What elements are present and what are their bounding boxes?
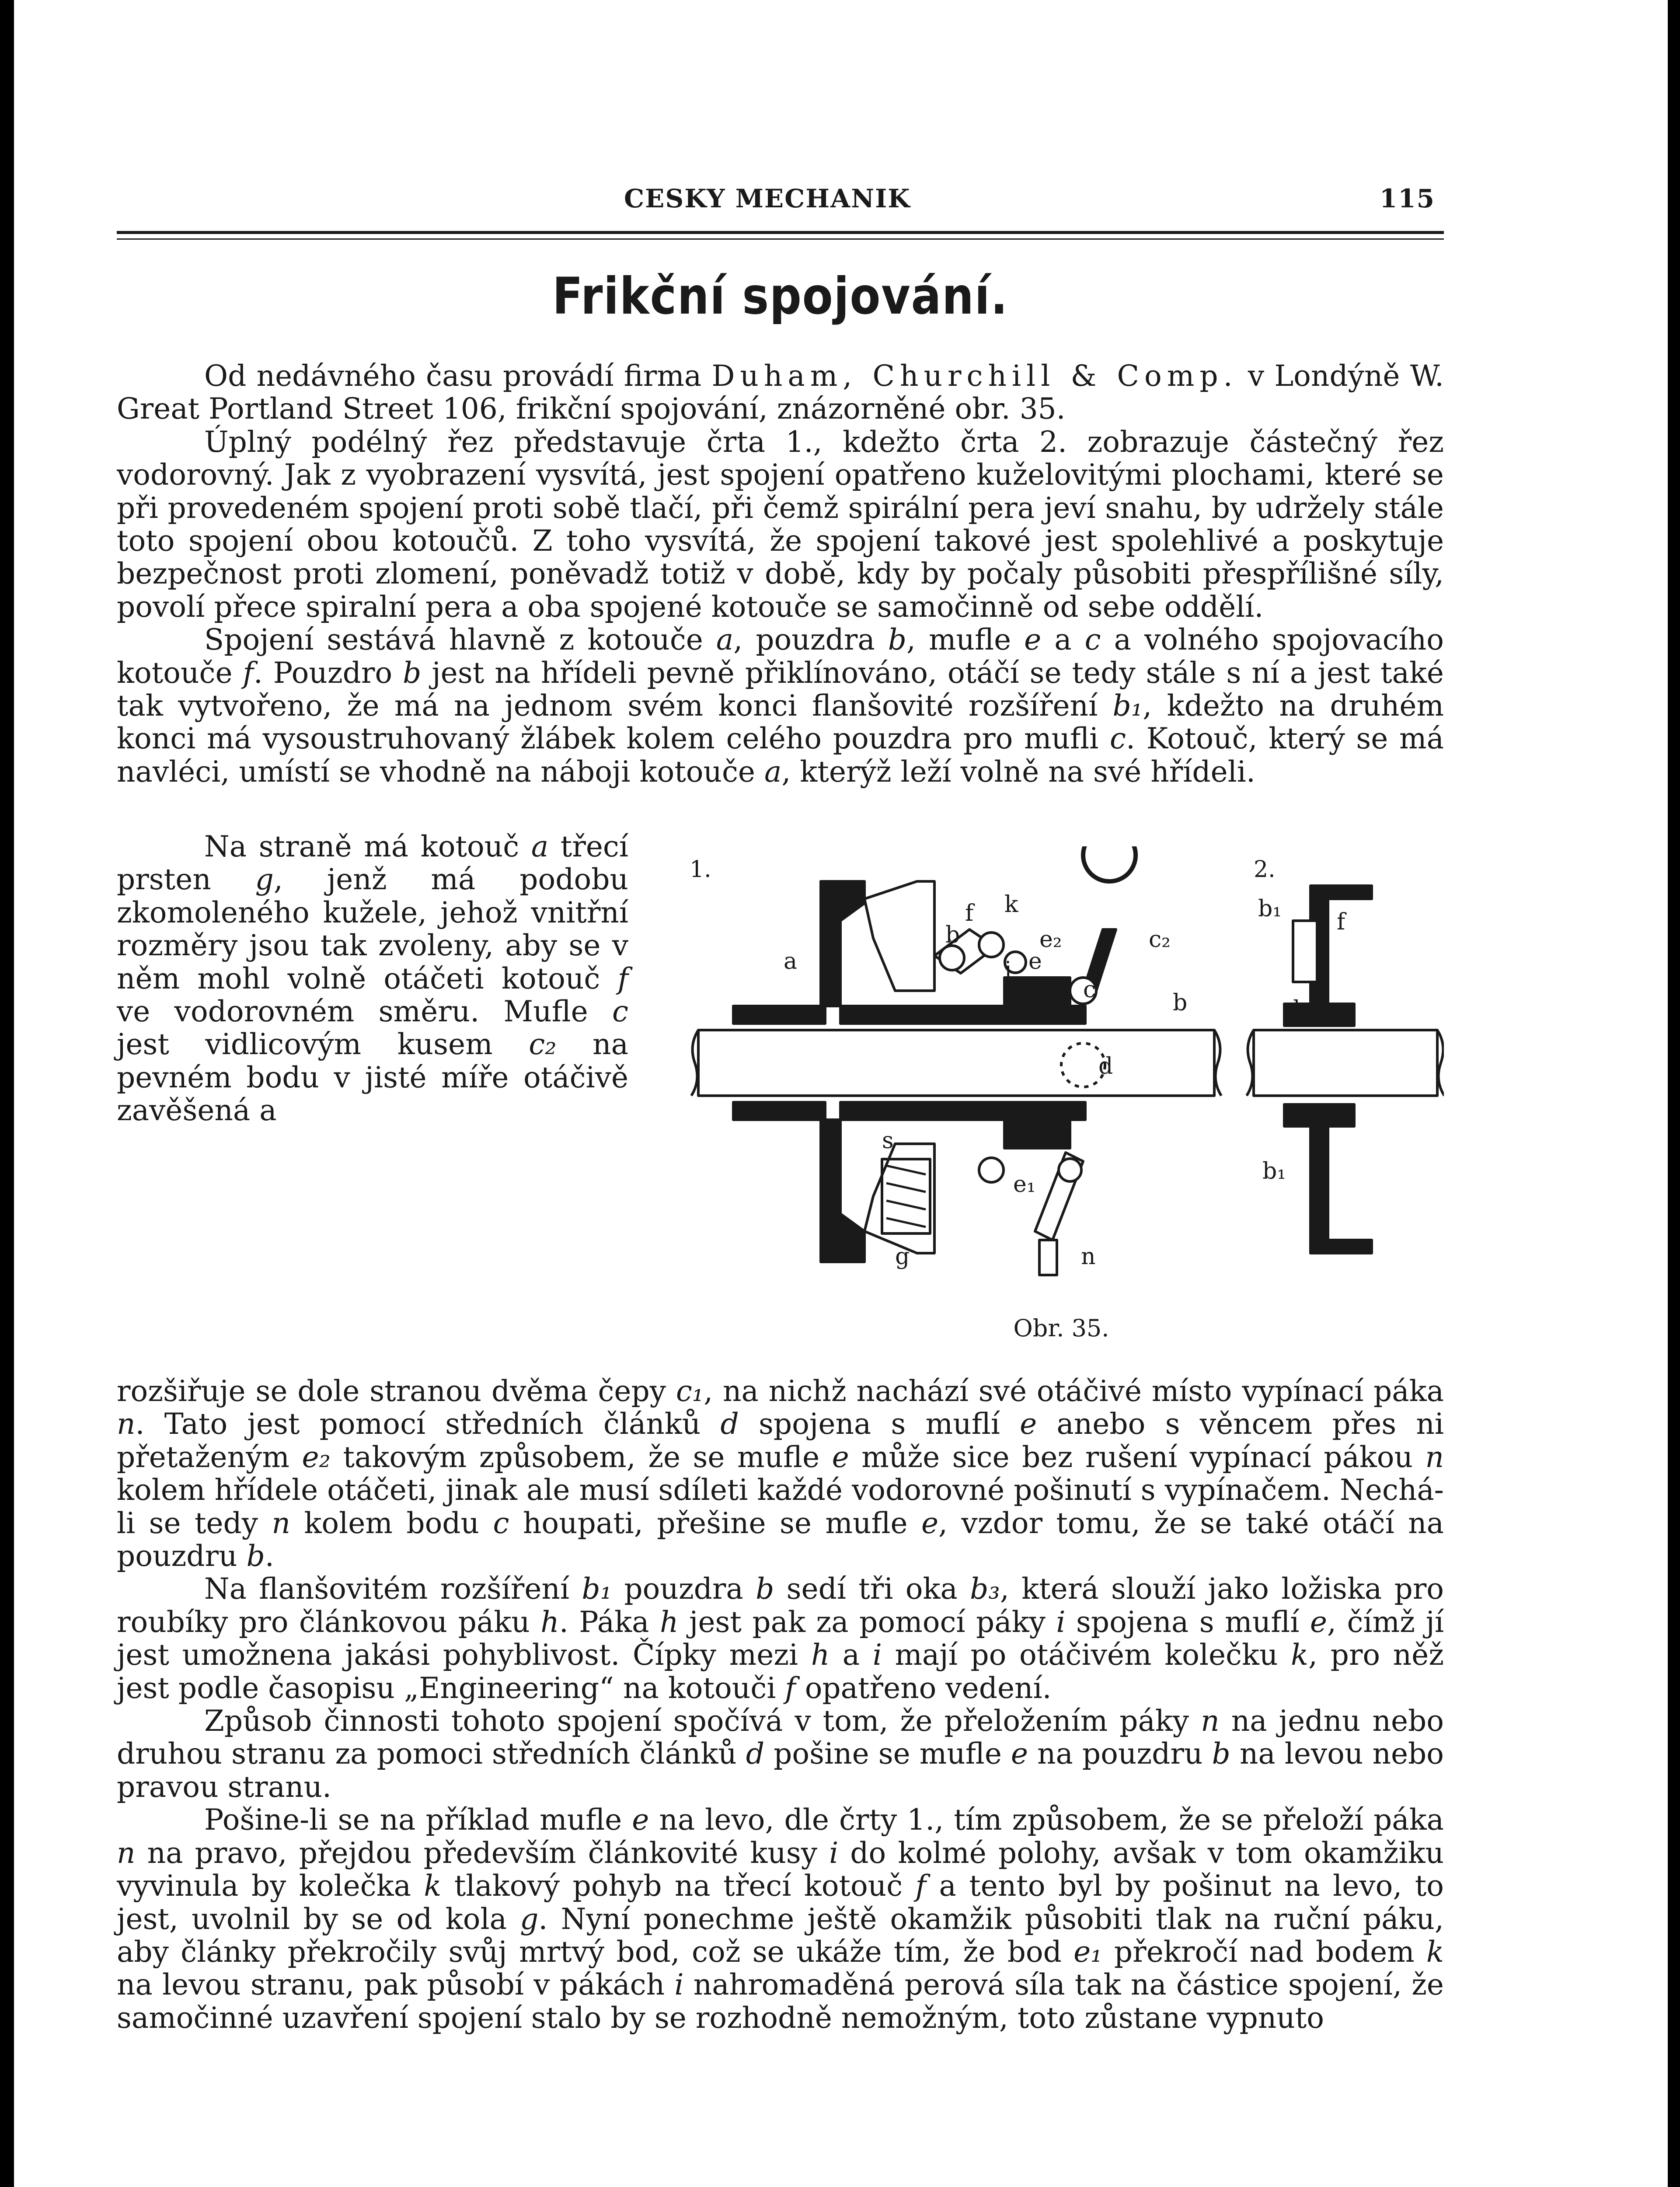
pin-e-lower bbox=[979, 1158, 1004, 1182]
header-rule-thick bbox=[117, 231, 1444, 234]
label-d: d bbox=[1098, 1053, 1113, 1080]
label-f: f bbox=[965, 900, 974, 926]
pin-c1 bbox=[1059, 1159, 1081, 1181]
disc-a-lower bbox=[821, 1120, 864, 1262]
paragraph-intro: Od nedávného času provádí firma Duham, Churchill & Comp. v Londýně W. Great Portland Street 106, frikční spojování, znázorněné obr. 35. bbox=[117, 359, 1444, 426]
text-block-bottom bbox=[117, 1375, 1444, 2034]
label-i: i bbox=[1004, 957, 1012, 983]
sketch2-label: 2. bbox=[1254, 856, 1276, 883]
label-c2: c₂ bbox=[1149, 926, 1171, 953]
text-block-top bbox=[117, 360, 1444, 788]
fork-eye-c2 bbox=[1083, 846, 1136, 881]
sketch1-label: 1. bbox=[690, 856, 711, 883]
b1-block-2 bbox=[1293, 921, 1317, 982]
paragraph-friction-ring: Na straně má kotouč a třecí prsten g, jenž má podobu zkomoleného kužele, jehož vnitřní rozměry jsou tak zvoleny, aby se v něm mohl volně otáčeti kotouč f ve vodorovném směru. Mufle c jest vidlicovým kusem c₂ na pevném bodu v jisté míře otáčivě zavěšená a bbox=[117, 830, 629, 1128]
hub-a-lower bbox=[733, 1102, 825, 1120]
label-e1: e₁ bbox=[1013, 1171, 1036, 1198]
paragraph-flange: Na flanšovitém rozšíření b₁ pouzdra b sedí tři oka b₃, která slouží jako ložiska pro roubíky pro článkovou páku h. Páka h jest pak za pomocí páky i spojena s muflí e, čímž jí jest umožnena jakási pohyblivost. Čípky mezi h a i mají po otáčivém kolečku k, pro něž jest podle časopisu „Engineering“ na kotouči f opatřeno vedení. bbox=[117, 1572, 1444, 1705]
label-e2: e₂ bbox=[1039, 926, 1062, 953]
lever-n-handle bbox=[1039, 1240, 1057, 1275]
figure-caption: Obr. 35. bbox=[1013, 1314, 1109, 1342]
clutch-drawing bbox=[690, 846, 1444, 1310]
firm-name: Duham, Churchill & Comp. bbox=[711, 359, 1238, 393]
label-a: a bbox=[784, 948, 798, 975]
flange-b-lower-2 bbox=[1284, 1104, 1354, 1126]
roller-k bbox=[979, 933, 1004, 957]
page-header bbox=[117, 175, 1444, 214]
label-n: n bbox=[1081, 1244, 1096, 1270]
disc-f-lower-2 bbox=[1311, 1126, 1372, 1253]
label-b1-lower: b₁ bbox=[1262, 1158, 1286, 1184]
paragraph-section-description: Úplný podélný řez představuje črta 1., kdežto črta 2. zobrazuje částečný řez vodorovný. Jak z vyobrazení vysvítá, jest spojení opatřeno kuželovitými plochami, které se při provedeném spojení proti sobě tlačí, při čemž spirální pera jeví snahu, by udržely stále toto spojení obou kotoučů. Z toho vysvítá, že spojení takové jest spolehlivé a poskytuje bezpečnost proti zlomení, poněvadž totiž v době, kdy by počaly působiti přespřílišné síly, povolí přece spiralní pera a oba spojené kotouče se samočinně od sebe oddělí. bbox=[117, 425, 1444, 624]
label-f-sketch2: f bbox=[1337, 909, 1345, 935]
label-b1-sketch2: b₁ bbox=[1258, 896, 1282, 922]
paragraph-lever-n: rozšiřuje se dole stranou dvěma čepy c₁, na nichž nachází své otáčivé místo vypínací páka n. Tato jest pomocí středních článků d spojena s muflí e anebo s věncem přes ni přetaženým e₂ takovým způsobem, že se mufle e může sice bez rušení vypínací pákou n kolem hřídele otáčeti, jinak ale musí sdíleti každé vodorovné pošinutí s vypínačem. Nechá-li se tedy n kolem bodu c houpati, přešine se mufle e, vzdor tomu, že se také otáčí na pouzdru b. bbox=[117, 1374, 1444, 1573]
shaft-2 bbox=[1254, 1030, 1437, 1096]
muff-e-upper bbox=[1004, 978, 1070, 1008]
label-e: e bbox=[1028, 948, 1042, 975]
header-rule-thin bbox=[117, 238, 1444, 240]
disc-a-upper bbox=[821, 881, 864, 1006]
disc-f-upper-2 bbox=[1311, 886, 1372, 1004]
paragraph-example: Pošine-li se na příklad mufle e na levo, dle črty 1., tím způsobem, že se přeloží páka n na pravo, přejdou především článkovité kusy i do kolmé polohy, avšak v tom okamžiku vyvinula by kolečka k tlakový pohyb na třecí kotouč f a tento byl by pošinut na levo, to jest, uvolnil by se od kola g. Nyní ponechme ještě okamžik působiti tlak na ruční páku, aby články překročily svůj mrtvý bod, což se ukáže tím, že bod e₁ překročí nad bodem k na levou stranu, pak působí v pákách i nahromaděná perová síla tak na částice spojení, že samočinné uzavření spojení stalo by se rozhodně nemožným, toto zůstane vypnuto bbox=[117, 1803, 1444, 2035]
page-number: 115 bbox=[1379, 184, 1435, 213]
label-b-sketch2: b bbox=[1293, 996, 1308, 1023]
label-c: c bbox=[1083, 977, 1096, 1003]
article-title: Frikční spojování. bbox=[552, 267, 1008, 326]
running-title: CESKY MECHANIK bbox=[624, 184, 911, 213]
hub-a-upper bbox=[733, 1006, 825, 1024]
text-block-left-column bbox=[117, 830, 628, 1127]
muff-e-lower bbox=[1004, 1118, 1070, 1148]
cone-f-upper bbox=[864, 881, 934, 991]
shaft-1 bbox=[698, 1030, 1214, 1096]
figure-35 bbox=[690, 846, 1444, 1363]
paragraph-operation: Způsob činnosti tohoto spojení spočívá v tom, že přeložením páky n na jednu nebo druhou stranu za pomoci středních článků d pošine se mufle e na pouzdru b na levou nebo pravou stranu. bbox=[117, 1704, 1444, 1804]
label-s: s bbox=[882, 1128, 894, 1154]
label-b-sketch1: b bbox=[1173, 990, 1188, 1016]
pin-b bbox=[940, 946, 964, 970]
scanned-page bbox=[14, 0, 1668, 2187]
label-b: b bbox=[945, 922, 960, 948]
label-k: k bbox=[1004, 891, 1018, 918]
paragraph-components: Spojení sestává hlavně z kotouče a, pouzdra b, mufle e a c a volného spojovacího kotouče f. Pouzdro b jest na hřídeli pevně přiklínováno, otáčí se tedy stále s ní a jest také tak vytvořeno, že má na jednom svém konci flanšovité rozšíření b₁, kdežto na druhém konci má vysoustruhovaný žlábek kolem celého pouzdra pro mufli c. Kotouč, který se má navléci, umístí se vhodně na náboji kotouče a, kterýž leží volně na své hřídeli. bbox=[117, 623, 1444, 789]
label-g: g bbox=[895, 1244, 910, 1270]
